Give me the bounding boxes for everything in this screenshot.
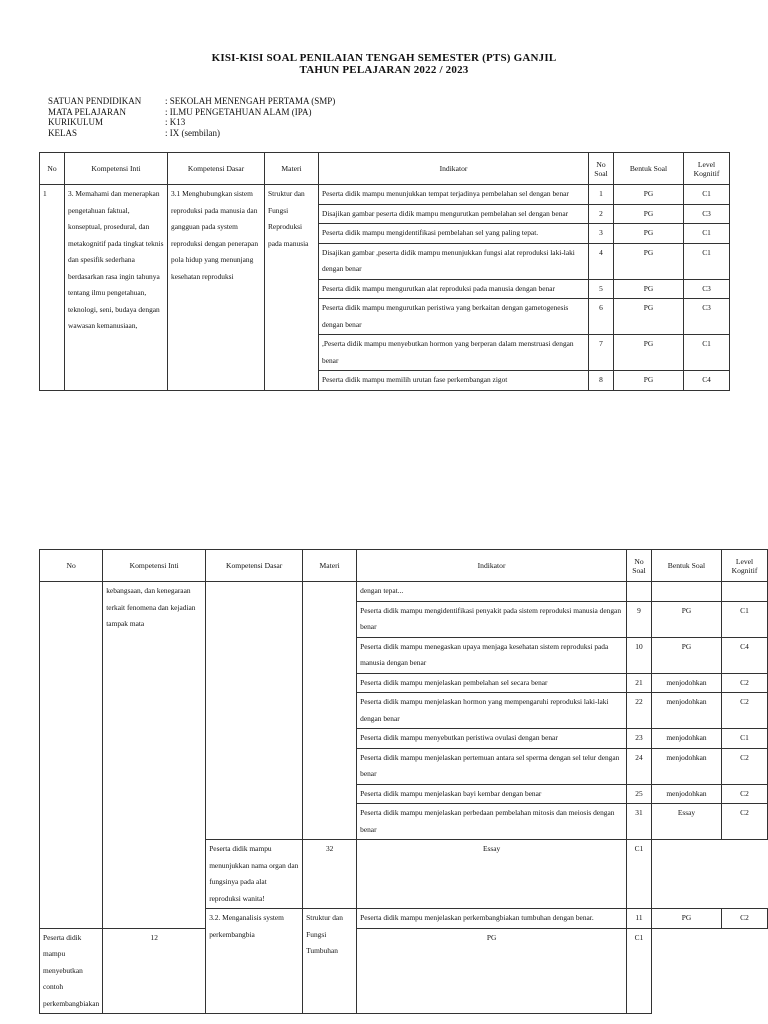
level-kognitif-cell: C1 (721, 601, 767, 637)
col-header-kd: Kompetensi Dasar (168, 153, 265, 185)
bentuk-soal-cell: PG (614, 224, 684, 244)
document-subtitle: TAHUN PELAJARAN 2022 / 2023 (299, 64, 469, 76)
no-soal-cell: 32 (303, 840, 357, 909)
col-header-level-kognitif: Level Kognitif (721, 550, 767, 582)
col-header-no: No (40, 550, 103, 582)
bentuk-soal-cell: PG (357, 928, 627, 1014)
indikator-cell: Peserta didik mampu menyebutkan contoh perkembangbiakan (40, 928, 103, 1014)
no-soal-cell: 25 (627, 784, 652, 804)
identity-block (48, 96, 335, 138)
level-kognitif-cell: C2 (721, 748, 767, 784)
indikator-cell: Peserta didik mampu menjelaskan bayi kembar dengan benar (357, 784, 627, 804)
level-kognitif-cell: C4 (721, 637, 767, 673)
level-kognitif-cell: C4 (684, 371, 730, 391)
kisi-kisi-table-page-2 (39, 549, 768, 1014)
level-kognitif-cell: C2 (721, 909, 767, 929)
row-number (40, 582, 103, 929)
no-soal-cell: 21 (627, 673, 652, 693)
indikator-cell: Peserta didik mampu mengurutkan peristiwa yang berkaitan dengan gametogenesis dengan benar (319, 299, 589, 335)
level-kognitif-cell: C1 (684, 335, 730, 371)
level-kognitif-cell (721, 582, 767, 602)
indikator-cell: Peserta didik mampu memilih urutan fase perkembangan zigot (319, 371, 589, 391)
no-soal-cell: 3 (589, 224, 614, 244)
indikator-cell: Peserta didik mampu menjelaskan perbedaan pembelahan mitosis dan meiosis dengan benar (357, 804, 627, 840)
level-kognitif-cell: C3 (684, 279, 730, 299)
meta-value: : IX (sembilan) (165, 127, 220, 138)
indikator-cell: Peserta didik mampu menegaskan upaya menjaga kesehatan sistem reproduksi pada manusia dengan benar (357, 637, 627, 673)
indikator-cell: Peserta didik mampu menunjukkan tempat terjadinya pembelahan sel dengan benar (319, 185, 589, 205)
bentuk-soal-cell: PG (614, 185, 684, 205)
meta-label: MATA PELAJARAN (48, 106, 127, 117)
level-kognitif-cell: C1 (684, 185, 730, 205)
indikator-cell: Peserta didik mampu menjelaskan perkembangbiakan tumbuhan dengan benar. (357, 909, 627, 929)
bentuk-soal-cell: PG (651, 909, 721, 929)
kompetensi-inti-cell: kebangsaan, dan kenegaraan terkait fenomena dan kejadian tampak mata (103, 582, 206, 929)
level-kognitif-cell: C1 (684, 243, 730, 279)
bentuk-soal-cell: menjodohkan (651, 748, 721, 784)
level-kognitif-cell: C2 (721, 784, 767, 804)
no-soal-cell: 22 (627, 693, 652, 729)
indikator-cell: Peserta didik mampu menunjukkan nama organ dan fungsinya pada alat reproduksi wanita! (206, 840, 303, 909)
level-kognitif-cell: C2 (721, 673, 767, 693)
bentuk-soal-cell: Essay (357, 840, 627, 909)
level-kognitif-cell: C2 (721, 804, 767, 840)
col-header-ki: Kompetensi Inti (103, 550, 206, 582)
bentuk-soal-cell: PG (614, 279, 684, 299)
table-row (40, 185, 730, 205)
document-title: KISI-KISI SOAL PENILAIAN TENGAH SEMESTER (PTS) GANJIL (211, 52, 557, 64)
no-soal-cell: 2 (589, 204, 614, 224)
bentuk-soal-cell: Essay (651, 804, 721, 840)
level-kognitif-cell: C1 (721, 729, 767, 749)
no-soal-cell: 8 (589, 371, 614, 391)
indikator-cell: Peserta didik mampu menjelaskan pertemuan antara sel sperma dengan sel telur dengan benar (357, 748, 627, 784)
materi-cell (303, 582, 357, 840)
col-header-no-soal: No Soal (589, 153, 614, 185)
bentuk-soal-cell: PG (614, 243, 684, 279)
col-header-ki: Kompetensi Inti (65, 153, 168, 185)
meta-value: : K13 (165, 117, 186, 127)
col-header-materi: Materi (303, 550, 357, 582)
kompetensi-dasar-cell: 3.1 Menghubungkan sistem reproduksi pada manusia dan gangguan pada system reproduksi dengan penerapan pola hidup yang menunjang kesehatan reproduksi (168, 185, 265, 391)
bentuk-soal-cell: menjodohkan (651, 729, 721, 749)
meta-label: KELAS (48, 127, 77, 138)
col-header-bentuk-soal: Bentuk Soal (614, 153, 684, 185)
kompetensi-inti-cell: 3. Memahami dan menerapkan pengetahuan faktual, konseptual, prosedural, dan metakognitif pada tingkat teknis dan spesifik sederhana berdasarkan rasa ingin tahunya tentang ilmu pengetahuan, teknologi, seni, budaya dengan wawasan kemanusiaan, (65, 185, 168, 391)
col-header-no-soal: No Soal (627, 550, 652, 582)
no-soal-cell: 24 (627, 748, 652, 784)
no-soal-cell: 10 (627, 637, 652, 673)
no-soal-cell: 4 (589, 243, 614, 279)
no-soal-cell (627, 582, 652, 602)
indikator-cell: Peserta didik mampu menjelaskan hormon yang mempengaruhi reproduksi laki-laki dengan benar (357, 693, 627, 729)
level-kognitif-cell: C1 (627, 928, 652, 1014)
bentuk-soal-cell: PG (651, 601, 721, 637)
bentuk-soal-cell: menjodohkan (651, 693, 721, 729)
col-header-indikator: Indikator (357, 550, 627, 582)
materi-cell: Struktur dan Fungsi Tumbuhan (303, 909, 357, 1014)
table-header-row (40, 550, 768, 582)
no-soal-cell: 11 (627, 909, 652, 929)
col-header-materi: Materi (265, 153, 319, 185)
table-header-row (40, 153, 730, 185)
no-soal-cell: 9 (627, 601, 652, 637)
meta-label: KURIKULUM (48, 117, 103, 127)
no-soal-cell: 5 (589, 279, 614, 299)
bentuk-soal-cell: PG (614, 299, 684, 335)
indikator-cell: Peserta didik mampu mengidentifikasi penyakit pada sistem reproduksi manusia dengan benar (357, 601, 627, 637)
no-soal-cell: 1 (589, 185, 614, 205)
table-row (40, 928, 768, 1014)
indikator-cell: Peserta didik mampu menjelaskan pembelahan sel secara benar (357, 673, 627, 693)
kompetensi-dasar-cell (206, 582, 303, 840)
meta-value: : ILMU PENGETAHUAN ALAM (IPA) (165, 106, 312, 117)
indikator-cell: dengan tepat... (357, 582, 627, 602)
no-soal-cell: 6 (589, 299, 614, 335)
meta-label: SATUAN PENDIDIKAN (48, 96, 142, 106)
indikator-cell: Disajikan gambar peserta didik mampu mengurutkan pembelahan sel dengan benar (319, 204, 589, 224)
indikator-cell: Peserta didik mampu menyebutkan peristiwa ovulasi dengan benar (357, 729, 627, 749)
col-header-kd: Kompetensi Dasar (206, 550, 303, 582)
level-kognitif-cell: C1 (684, 224, 730, 244)
materi-cell: Struktur dan Fungsi Reproduksi pada manusia (265, 185, 319, 391)
kompetensi-dasar-cell: 3.2. Menganalisis system perkembangbia (206, 909, 303, 1014)
col-header-indikator: Indikator (319, 153, 589, 185)
bentuk-soal-cell: PG (614, 335, 684, 371)
col-header-no: No (40, 153, 65, 185)
level-kognitif-cell: C3 (684, 204, 730, 224)
no-soal-cell: 12 (103, 928, 206, 1014)
bentuk-soal-cell: PG (651, 637, 721, 673)
indikator-cell: Peserta didik mampu mengurutkan alat reproduksi pada manusia dengan benar (319, 279, 589, 299)
level-kognitif-cell: C2 (721, 693, 767, 729)
indikator-cell: Disajikan gambar ,peserta didik mampu menunjukkan fungsi alat reproduksi laki-laki dengan benar (319, 243, 589, 279)
bentuk-soal-cell: menjodohkan (651, 784, 721, 804)
bentuk-soal-cell: PG (614, 204, 684, 224)
col-header-level-kognitif: Level Kognitif (684, 153, 730, 185)
table-row (40, 582, 768, 602)
indikator-cell: Peserta didik mampu mengidentifikasi pembelahan sel yang paling tepat. (319, 224, 589, 244)
level-kognitif-cell: C3 (684, 299, 730, 335)
no-soal-cell: 31 (627, 804, 652, 840)
indikator-cell: ,Peserta didik mampu menyebutkan hormon yang berperan dalam menstruasi dengan benar (319, 335, 589, 371)
kisi-kisi-table-page-1 (39, 152, 730, 391)
no-soal-cell: 23 (627, 729, 652, 749)
row-number: 1 (40, 185, 65, 391)
level-kognitif-cell: C1 (627, 840, 652, 909)
bentuk-soal-cell (651, 582, 721, 602)
meta-value: : SEKOLAH MENENGAH PERTAMA (SMP) (165, 96, 336, 106)
no-soal-cell: 7 (589, 335, 614, 371)
bentuk-soal-cell: menjodohkan (651, 673, 721, 693)
col-header-bentuk-soal: Bentuk Soal (651, 550, 721, 582)
bentuk-soal-cell: PG (614, 371, 684, 391)
